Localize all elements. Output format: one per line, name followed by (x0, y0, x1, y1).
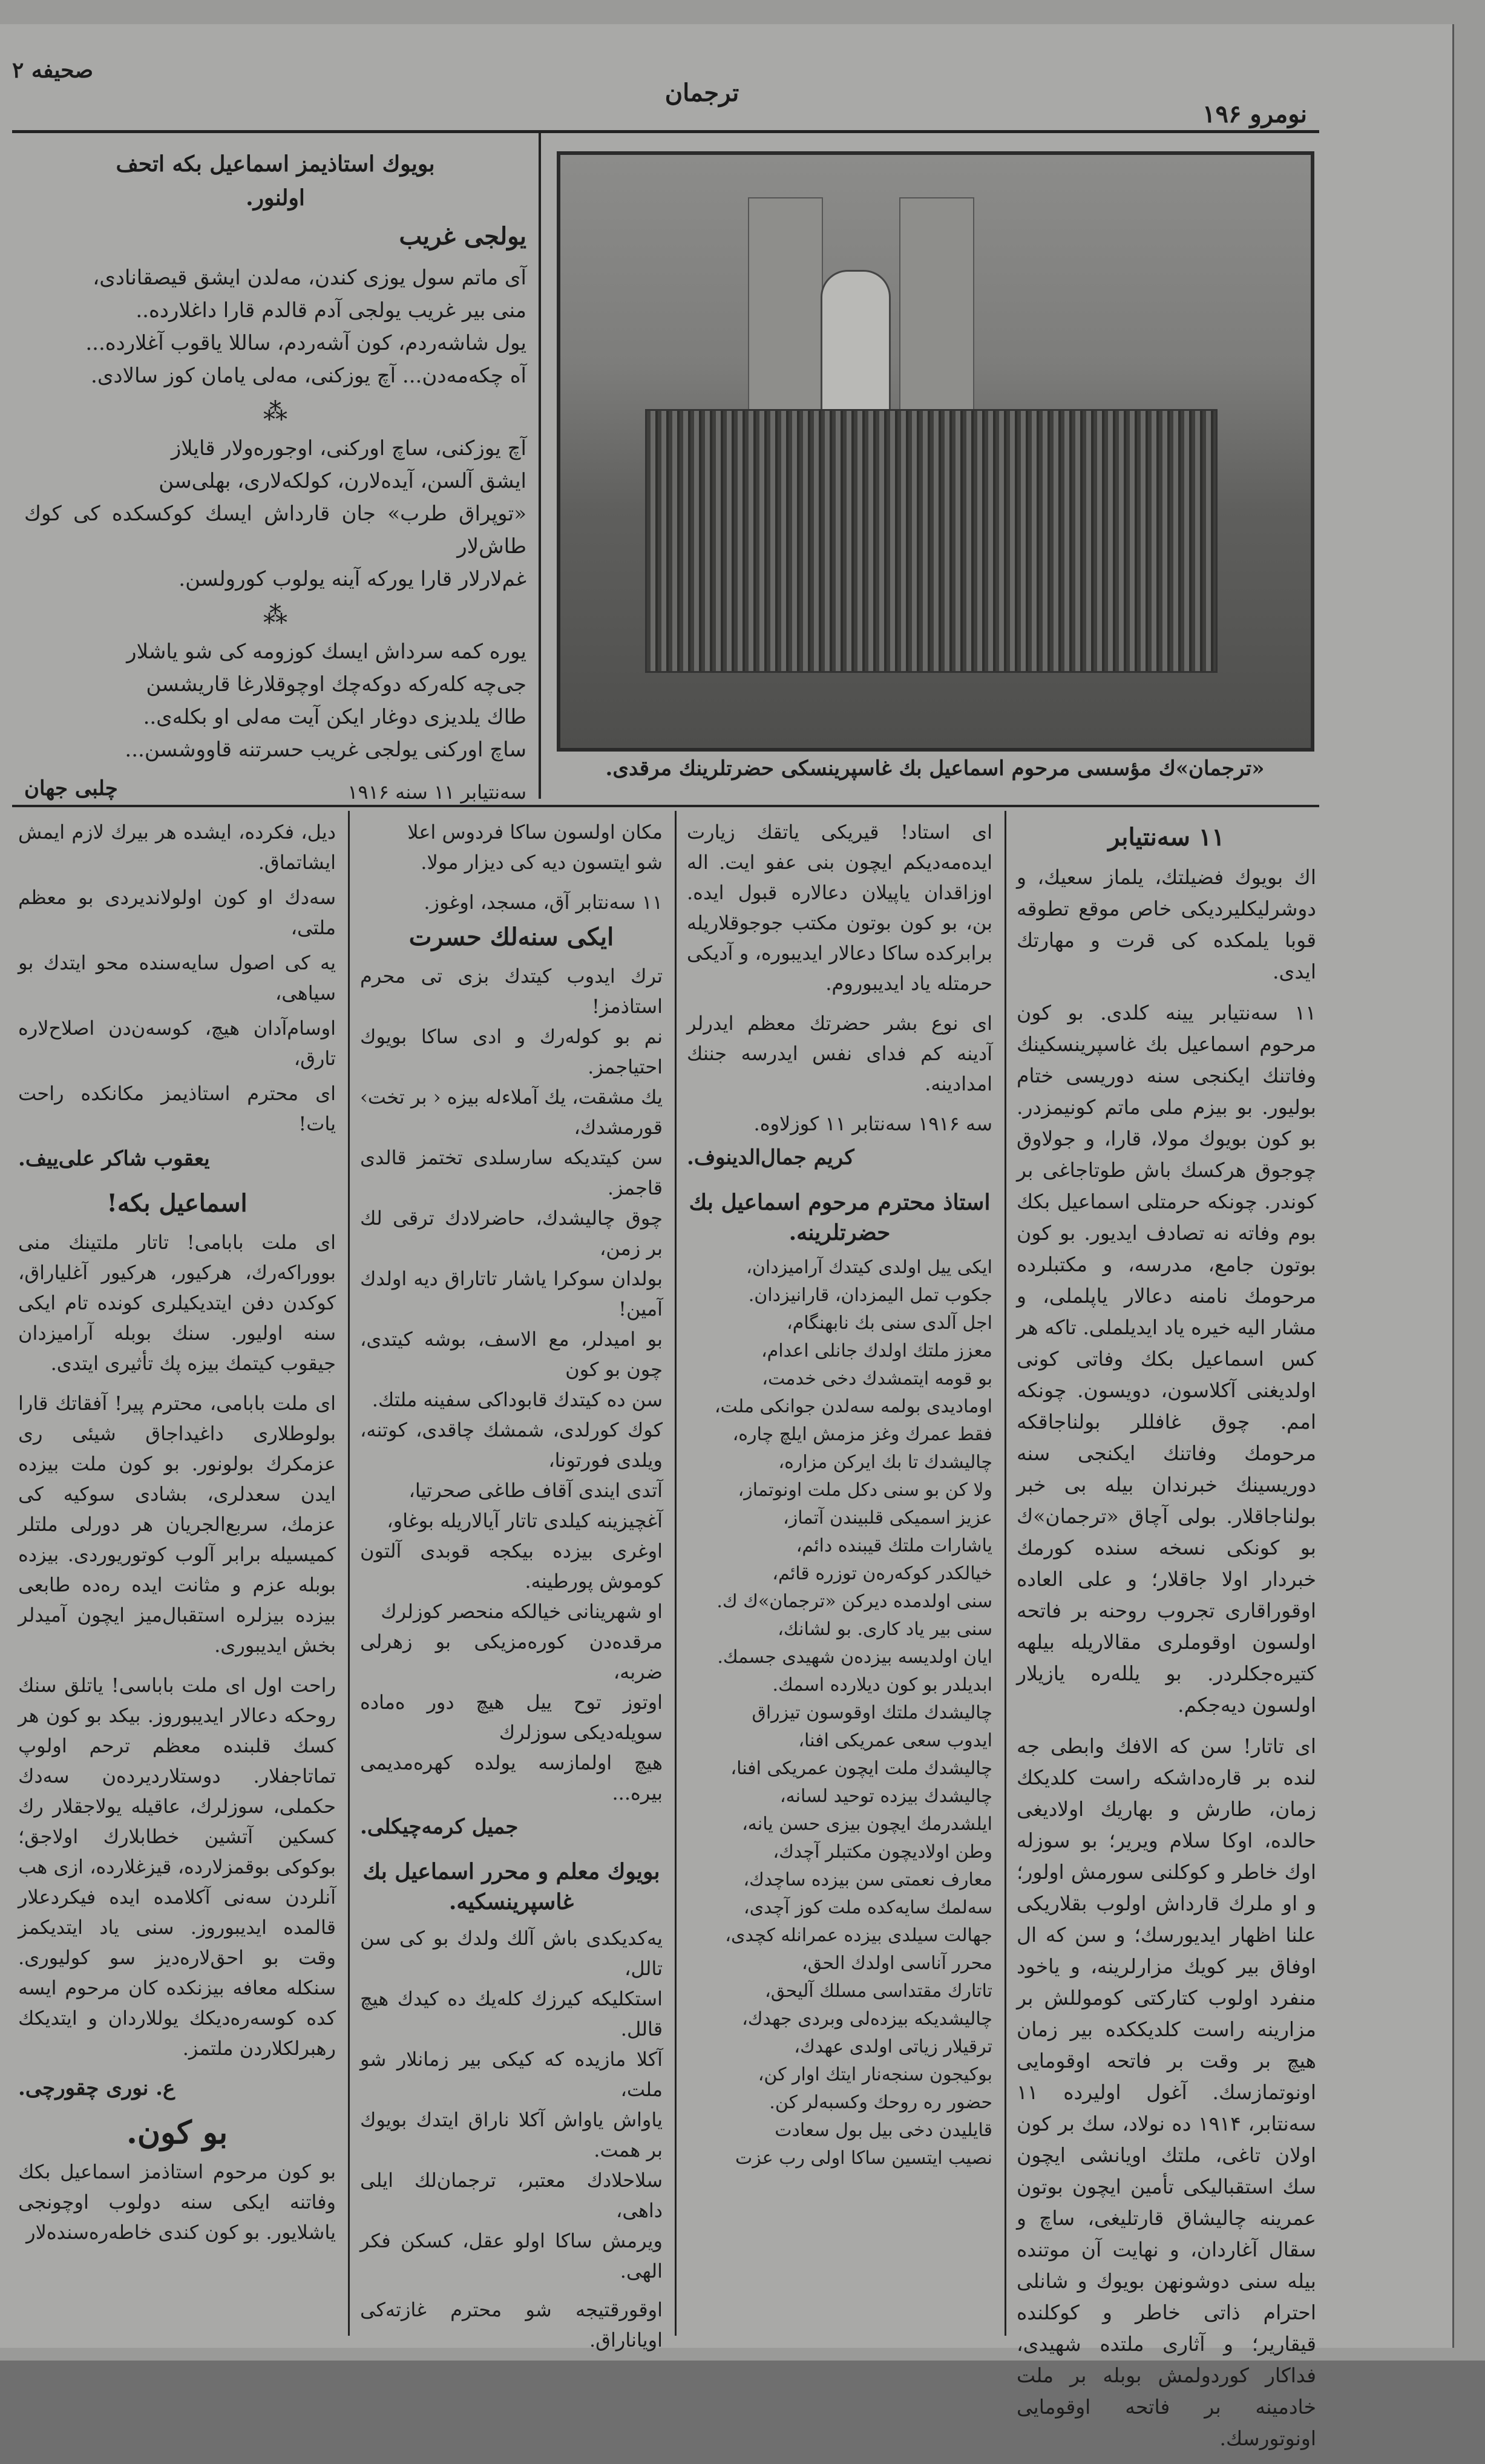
poem-line: ویرمش ساکا اولو عقل، کسکن فکر الهی. (360, 2229, 663, 2282)
column-rule-2 (675, 811, 677, 2336)
column-4-title-2: اسماعیل بکه! (107, 1189, 248, 1217)
column-4-line: سه‌دك او کون اولولاندیردی بو معظم ملتی، (18, 886, 336, 939)
top-article-title-1: بویوك استاذیمز اسماعیل بکه اتحف (116, 151, 435, 177)
poem-line: بوکیجون سنجه‌نار ایتك اوار کن، (758, 2064, 992, 2085)
column-4-line: دیل، فکرده، ایشده هر بیرك لازم ایمش ایشاتماق. (18, 821, 336, 874)
poem-line: محرر آناسی اولدك الحق، (801, 1953, 992, 1974)
issue-number: نومرو ۱۹۶ (1202, 100, 1307, 128)
poem-line: اوغری بیزده بیکجه قوبدی آلتون کوموش پورطینه. (360, 1539, 663, 1593)
column-4-last-paragraph: بو کون مرحوم استاذمز اسماعیل بکك وفاتنه ایکی سنه دولوب اوچونجی یاشلایور. بو کون کندی خاطه‌ره‌سنده‌لار (18, 2160, 336, 2244)
column-4-line: یه کی اصول سایه‌سنده محو ایتدك بو سیاهی، (18, 951, 336, 1004)
column-1-paragraph: اك بویوك فضیلتك، یلماز سعیك، و دوشرلیکلیردیکی خاص موقع تطوقه قوبا یلمکده کی قرت و مهارتك ایدی. (1017, 865, 1316, 983)
poem-line: او شهرینانی خیالکه منحصر کوزلرك (381, 1600, 663, 1623)
column-2-date: سه ۱۹۱۶ سه‌نتابر ۱۱ کوزلاوه. (753, 1112, 992, 1135)
poem-line: سلاحلادك معتبر، ترجمان‌لك ایلی داهی، (360, 2169, 663, 2222)
photo-headstone (821, 270, 891, 425)
column-3-date: ۱۱ سه‌نتابر آق، مسجد، اوغوز. (424, 891, 663, 914)
poem-line: ایکی ییل اولدی کیتدك آرامیزدان، (746, 1257, 992, 1278)
poem-line: عزیز اسمیکی قلبیندن آتماز، (783, 1507, 992, 1529)
poem-line: یاواش یاواش آکلا ناراق ایتدك بویوك بر همت. (360, 2108, 663, 2161)
column-2-poem (687, 1254, 992, 2172)
poem-line: اجل آلدی سنی بك نابهنگام، (787, 1312, 992, 1334)
poem-line: یاشارات ملتك قیبنده دائم، (796, 1535, 992, 1556)
column-rule-3 (348, 811, 350, 2336)
poem-line: قایلیدن دخی بیل بول سعادت (775, 2120, 992, 2141)
top-article-title-2: اولنور. (246, 185, 305, 211)
poem-line: حضور ره روحك وکسبه‌لر کن. (769, 2092, 992, 2113)
stanza-2-line-3: «توپراق طرب» جان قارداش ایسك کوکسکده کی کوك طاش‌لار (24, 502, 526, 559)
column-rule-1 (1005, 811, 1006, 2336)
poem-line: بولدان سوکرا یاشار تاتاراق دیه اولدك آمین! (360, 1267, 663, 1320)
stanza-divider: ⁂ (263, 601, 287, 629)
poem-line: ایدوب سعی عمریکی افنا، (798, 1730, 992, 1751)
stanza-1-line-2: منی بیر غریب یولجی آدم قالدم قارا داغلارده.. (136, 298, 526, 323)
poem-line: چالیشدك تا بك ایرکن مزاره، (778, 1452, 992, 1473)
column-1-paragraph: ۱۱ سه‌نتیابر یینه کلدی. بو کون مرحوم اسماعیل بك غاسپرینسکینك وفاتنك ایکنجی سنه دوریسی ختام بولیور. بو بیزم ملی ماتم کونیمزدر. بو کون بویوك مولا، قارا، و جولاوق چوجوق هرکسك باش طوتاجاغی بر کوندر. چونکه حرمتلی اسماعیل بکك بوم وفاته نه تصادف ایدیور. بو کون بوتون جامع، مدرسه، و مکتبلرده مرحومك نامنه دعالار یاپلملی، و مشار الیه خیره یاد ایدیلملی. تاکه هر کس اسماعیل بکك وفاتی کونی اولدیغنی آکلاسون، دویسون. چونکه امم. چوق غافللر بولناجاقکه مرحومك وفاتنك ایکنجی سنه دوریسینك خبرندان بیله بی خبر بولناجاقلار. بولی آچاق «ترجمان»ك بو کونکی نسخه سنده کورمك خبردار اولا جاقلار؛ و علی العاده اوقوراقاری تجروب روحنه بر فاتحه اولسون اوقوملری مقالاریله بیلهه کتیره‌جکلردر. بو یلله‌ره یازیلار اولسون دیه‌جکم. (1017, 1001, 1316, 1717)
poem-line: چالیشدیکه بیزده‌لی وبردی جهدك، (742, 2008, 992, 2030)
poem-line: ابدیلدر بو کون دیلارده اسمك. (772, 1674, 992, 1696)
photo-post-left (748, 197, 823, 411)
poem-line: معارف نعمتی سن بیزده ساچدك، (743, 1869, 992, 1890)
stanza-2-line-1: آچ یوزکنی، ساچ اورکنی، اوجوره‌ولار قایلاز (171, 436, 526, 460)
photo-caption: «ترجمان»ك مؤسسی مرحوم اسماعیل بك غاسپرینسکی حضرتلرینك مرقدی. (605, 756, 1265, 781)
poem-line: چالیشدك ملتك اوقوسون تیزراق (752, 1702, 992, 1723)
column-4-title-3: بو کون. (126, 2114, 228, 2151)
poem-line: آتدی ایندی آقاف طاغی صحرتیا، (408, 1479, 663, 1502)
poem-line: ولا کن بو سنی دکل ملت اونوتماز، (738, 1479, 992, 1501)
column-1-paragraph: ای تاتار! سن که الافك وابطی جه لنده بر قاره‌داشکه راست کلدیکك زمان، طارش و بهاریك اولادیغی حالده، اوکا سلام ویریر؛ بو سوزله اوك خاطر و کوکلنی سورمش اولور؛ و او ملرك قارداش اولوب بقلاریکی علنا اظهار ایدیورسك؛ و سن که ال اوفاق بیر کویك مزارلرینه، و یاخود منفرد اولوب کتاركتی کوموللش بر مزارینه راست کلدیککده بیر زمان هیچ بر وقت بر فاتحه اوقومایی اونوتمازسك. آغول اولیرده ۱۱ سه‌نتابر، ۱۹۱۴ ده نولاد، سك بر کون اولان تاغی، ملتك اویانشی ایچون سك استقبالیکی تأمین ایچون بوتون عمرینه چالیشاق قارتلیغی، ساچ و سقال آغاردان، و نهایت آن موتنده بیله سنی دوشونهن بویوك و شانلی احترام ذاتی خاطر و کوکلنده قیقاریر؛ و آثاری ملتده شهیدی، فداکار کوردولمش بوبله بر ملت خادمینه بر فاتحه اوقومایی اونوتورسك. (1017, 1734, 1316, 2450)
tomb-photograph (557, 151, 1314, 752)
poem-line: سه‌لمك سایه‌کده ملت کوز آچدی، (743, 1897, 992, 1918)
poem-line: آکلا مازیده که کیکی بیر زمانلار شو ملت، (360, 2048, 663, 2101)
poem-line: یه‌کدیکدی باش آلك ولدك بو کی سن تالل، (360, 1927, 663, 1980)
stanza-1-line-4: آه چکه‌مه‌دن... آچ یوزکنی، مه‌لی یامان کوز سالادی. (91, 364, 526, 388)
poem-line: وطن اولادیچون مکتبلر آچدك، (773, 1841, 992, 1863)
column-2-paragraph: ای نوع بشر حضرتك معظم ایدرلر آدینه کم فدای نفس ایدرسه جننك امدادینه. (687, 1012, 992, 1095)
column-3-poem (360, 961, 663, 1808)
masthead-title: ترجمان (664, 79, 739, 107)
column-4-paragraph: ای ملت بابامی، محترم پیر! آفقاتك قارا بولوطلاری داغیداجاق شیئی ری عزمکرك بولونور. بو کون ملت بیزده ایدن سعدلری، بشادی سوکیه کی عزمك، سربع‌الجریان هر دورلی ملتلر کمیسیله برابر آلوب کوتوریوردی. بیزده بوبله عزم و مثانت ایده ره‌ده طابعی بیزده بیزلره استقبال‌میز ایچون آمیدلر بخش ایدیبوری. (18, 1392, 336, 1657)
column-1 (1017, 817, 1316, 2464)
column-4-paragraph: ای ملت بابامی! تاتار ملتینك منی بووراکه‌رك، هرکیور، هرکیور آغلیاراق، کوکدن دفن ایتدیکیلری کونده تام ایکی سنه اولیور. سنك بوبله آرامیزدان جیقوب کیتمك بیزه پك تأثیری ایتدی. (18, 1231, 336, 1375)
stanza-3-line-4: ساچ اورکنی یولجی غریب حسرتنه قاووشسن... (125, 738, 526, 762)
photo-post-right (899, 197, 974, 411)
poem-line: کوك کورلدی، شمشك چاقدی، کوتنه، ویلدی فورتونا، (360, 1418, 663, 1472)
poem-line: آغچیزینه کیلدی تاتار آیالاریله بوغاو، (387, 1509, 663, 1532)
column-3-verse: مکان اولسون ساکا فردوس اعلا (407, 821, 663, 844)
column-4-line: ای محترم استاذیمز مکانکده راحت یات! (18, 1082, 336, 1135)
stanza-1-line-3: یول شاشه‌ردم، کون آشه‌ردم، ساللا یاقوب آغلارده... (85, 331, 526, 355)
poem-title: یولجی غریب (399, 222, 526, 251)
column-4-paragraph: راحت اول ای ملت باباسی! یاتلق سنك روحکه دعالار ایدیبوروز. بیکد بو کون هر کسك قلبنده معظم ترحم اولوپ تماتاجفلار. دوستلاردیرده‌ن سه‌دك حکملی، سوزلرك، عاقیله یولاجقلار رك کسکین آتشین خطابلارك اولاجق؛ بوکوکی بوقمزلارده، قیزغلارده، ازی هب آنلردن سه‌نی آکلامده ایده فیکردعلار قالمده ایدیبوروز. سنی یاد ایتدیکمز وقت بو احق‌لاره‌دیز سو کولیوری. سنکله معافه بیزنکده کان مرحوم ایسه کده کوسه‌ره‌دیکك یوللاردان و ایتدیکك رهبرلکلاردن ملتمز. (18, 1674, 336, 2060)
column-3-poem2 (360, 1923, 663, 2286)
poem-line: ترك ایدوب کیتدك بزی تی محرم استاذمز! (360, 965, 663, 1018)
page-label: صحیفه ۲ (12, 57, 94, 83)
poem-line: معزز ملتك اولدك جانلی اعدام، (761, 1340, 992, 1361)
column-rule-top (539, 133, 541, 799)
poem-line: مرقده‌دن کوره‌مزیکی بو زهرلی ضربه، (360, 1630, 663, 1683)
poem-line: بو قومه ایتمشدك دخی خدمت، (762, 1368, 992, 1389)
poem-line: سن ده کیتدك قابوداکی سفینه ملتك. (372, 1388, 663, 1411)
column-3-last-line: اوقورقتیجه شو محترم غازته‌کی اویاناراق. (360, 2298, 663, 2351)
poem-line: استکلیکه کیرزك کله‌یك ده کیدك هیچ قالل. (360, 1987, 663, 2040)
poem-line: ترقیلار زیاتی اولدی عهدك، (794, 2036, 992, 2057)
poem-line: ایان اولدیسه بیزده‌ن شهیدی جسمك. (717, 1646, 992, 1668)
poem-line: سن کیتدیکه سارسلدی تختمز قالدی قاجمز. (360, 1146, 663, 1199)
poem-line: تاتارك مقتداسی مسلك آلیحق، (765, 1981, 992, 2002)
stanza-1-line-1: آی ماتم سول یوزی کندن، مه‌لدن ایشق قیصقانادی، (93, 266, 526, 290)
stanza-2-line-4: غم‌لارلار قارا یورکه آینه یولوب کورولسن. (179, 567, 526, 591)
poem-date: سه‌نتیابر ۱۱ سنه ۱۹۱۶ (347, 781, 526, 804)
column-4 (18, 817, 336, 2257)
poem-line: سنی بیر یاد کاری. بو لشانك، (778, 1619, 992, 1640)
poem-line: فقط عمرك وغز مزمش ایلچ چاره، (732, 1424, 992, 1445)
stanza-3-line-1: یوره کمه سرداش ایسك کوزومه کی شو یاشلار (126, 640, 526, 664)
poem-line: هیچ اولمازسه یولده کهره‌مدیمی بیره... (360, 1751, 663, 1804)
top-poem-article (24, 139, 526, 811)
newspaper-page (0, 24, 1454, 2450)
poem-line: بو امیدلر، مع الاسف، بوشه کیتدی، چون بو کون (360, 1328, 663, 1381)
poem-line: اومادیدی بولمه سه‌لدن جوانکی ملت، (714, 1396, 992, 1417)
stanza-3-line-2: جی‌چه کله‌رکه دوکه‌چك اوچوقلارغا قاریشسن (146, 672, 526, 696)
column-3-verse: شو ایتسون دیه کی دیزار مولا. (421, 851, 663, 874)
column-1-title: ۱۱ سه‌نتیابر (1108, 823, 1225, 851)
column-2-paragraph: ای استاد! قیریکی یاتقك زیارت ایده‌مه‌دیکم ایچون بنی عفو ایت. اله اوزاقدان یاپیلان دعالاره قبول ایده. بن، بو کون بوتون مکتب جوجوقلاریله برابرکده ساکا دعالار ایدیبوره، و آدیکی حرمتله یاد ایدیبوروم. (687, 821, 992, 995)
poem-line: چوق چالیشدك، حاضرلادك ترقی لك بر زمن، (360, 1207, 663, 1260)
column-2-poem-title: استاذ محترم مرحوم اسماعیل بك حضرتلرینه. (689, 1190, 991, 1245)
column-3-poem-title: ایکی سنه‌لك حسرت (408, 923, 614, 951)
column-3-poem2-title: بویوك معلم و محرر اسماعیل بك غاسپرینسکیه. (362, 1859, 660, 1915)
column-4-line: اوسام‌آدان هیچ، کوسه‌ن‌دن اصلاح‌لاره تارق، (18, 1017, 336, 1070)
poem-line: ایلشدرمك ایچون بیزی حسن یانه، (742, 1814, 992, 1835)
header-rule (12, 130, 1319, 133)
poem-line: نم بو کوله‌رك و ادی ساکا بویوك احتیاجمز. (360, 1025, 663, 1078)
poem-line: جکوب تمل الیمزدان، قارانیزدان. (748, 1285, 992, 1306)
poem-line: جهالت سیلدی بیزده عمرانله کچدی، (725, 1925, 992, 1946)
stanza-divider: ⁂ (263, 398, 287, 426)
column-4-author-1: یعقوب شاکر علی‌ییف. (18, 1147, 210, 1171)
poem-line: خیالکدر کوکه‌ره‌ن توزره قائم، (772, 1563, 992, 1584)
poem-line: اوتوز توح ییل هیچ دور ه‌ماده سویله‌دیکی سوزلرك (360, 1691, 663, 1744)
photo-tomb-fence (645, 409, 1218, 673)
column-2-author: کریم جمال‌الدینوف. (687, 1145, 854, 1170)
poem-line: نصیب ایتسین ساکا اولی رب عزت (735, 2148, 992, 2169)
column-3 (360, 817, 663, 2365)
poem-line: سنی اولدمده دیرکن «ترجمان»ك ك. (716, 1591, 992, 1612)
column-2 (687, 817, 992, 2172)
stanza-2-line-2: ایشق آلسن، آیده‌لارن، کولکه‌لاری، بهلی‌سن (159, 469, 526, 493)
poem-author: چلبی جهان (24, 776, 118, 801)
column-3-author: جمیل کرمه‌چیکلی. (360, 1815, 519, 1839)
column-4-author-2: ع. نوری چقورچی. (18, 2076, 175, 2100)
poem-line: چالیشدك بیزده توحید لسانه، (779, 1786, 992, 1807)
poem-line: چالیشدك ملت ایچون عمریکی افنا، (730, 1758, 992, 1779)
stanza-3-line-3: طاك یلدیزی دوغار ایکن آیت مه‌لی او بکله‌ی.. (143, 705, 526, 729)
poem-line: یك مشقت، یك آملاءله بیزه ‹ بر تخت› قورمشدك، (360, 1086, 663, 1139)
